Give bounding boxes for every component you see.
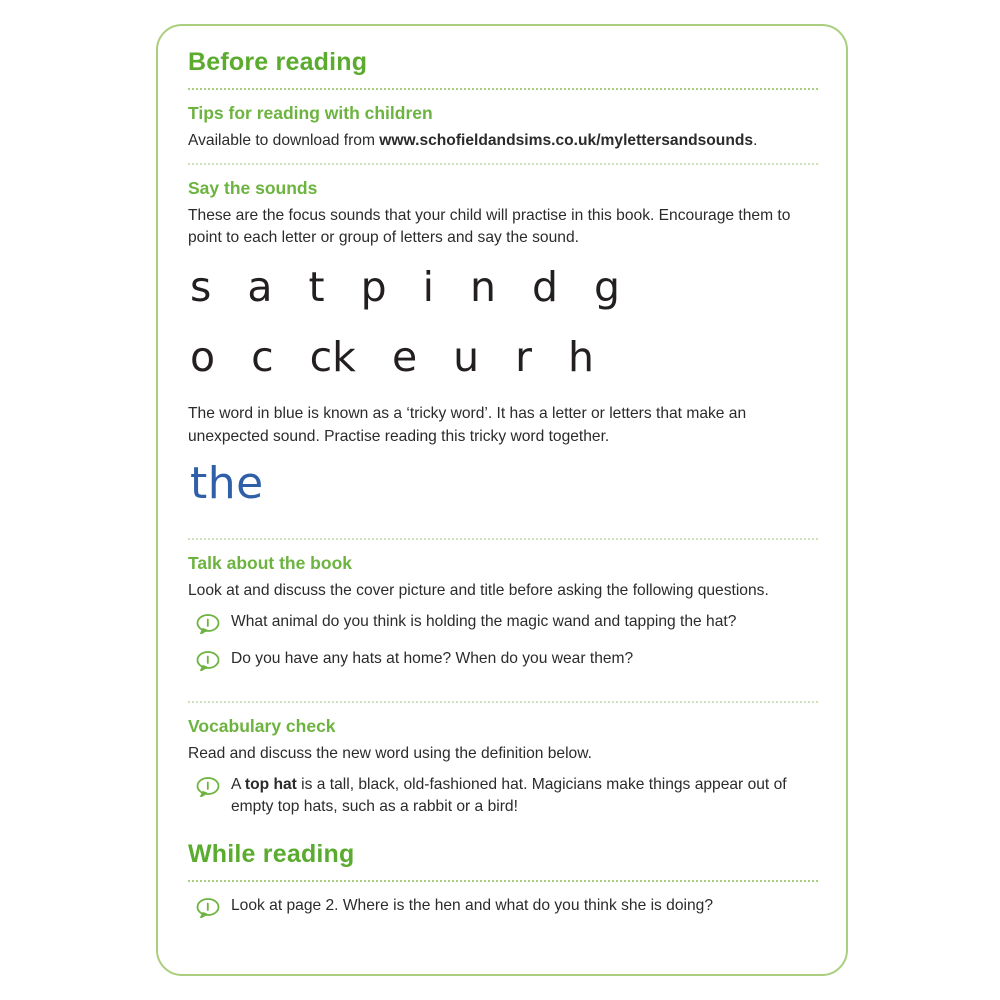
say-the-sounds-section	[188, 178, 818, 509]
tips-section	[188, 103, 818, 152]
sound-letter: o	[190, 333, 216, 382]
sound-letter: u	[453, 333, 480, 382]
speech-bubble-icon	[196, 651, 220, 676]
vocabulary-check-intro: Read and discuss the new word using the definition below.	[188, 744, 592, 762]
list-item	[196, 648, 818, 676]
divider	[188, 538, 818, 540]
sound-letter: p	[360, 263, 387, 312]
definition-body: is a tall, black, old-fashioned hat. Magicians make things appear out of empty top hats, such as a rabbit or a bird!	[231, 775, 787, 816]
list-item	[196, 611, 818, 639]
card-inner	[188, 48, 818, 923]
sound-letter: h	[568, 333, 595, 382]
sounds-row-2	[188, 333, 818, 381]
speech-bubble-icon	[196, 614, 220, 639]
sounds-row-1	[188, 263, 818, 311]
divider	[188, 163, 818, 165]
tips-text-after: .	[753, 132, 758, 149]
speech-bubble-icon	[196, 777, 220, 802]
sound-letter: ck	[309, 333, 356, 382]
content-card	[156, 24, 848, 976]
sound-letter: s	[190, 263, 212, 312]
question-text: Do you have any hats at home? When do you wear them?	[231, 649, 634, 667]
speech-bubble-icon	[196, 898, 220, 923]
question-text: What animal do you think is holding the magic wand and tapping the hat?	[231, 612, 737, 630]
talk-about-the-book-intro: Look at and discuss the cover picture and title before asking the following questions.	[188, 581, 769, 599]
talk-about-the-book-heading: Talk about the book	[188, 552, 352, 573]
definition-prefix: A	[231, 775, 245, 793]
tips-text-before: Available to download from	[188, 132, 380, 149]
divider	[188, 701, 818, 703]
tips-text	[188, 130, 818, 152]
sound-letter: t	[308, 263, 325, 312]
sound-letter: d	[532, 263, 559, 312]
tips-heading: Tips for reading with children	[188, 103, 433, 123]
sound-letter: g	[594, 263, 621, 312]
list-item	[196, 774, 818, 818]
sound-letter: a	[247, 263, 273, 312]
say-the-sounds-intro: These are the focus sounds that your child will practise in this book. Encourage them to point to each letter or group of letters and say the sound.	[188, 207, 791, 247]
definition-term: top hat	[244, 775, 297, 793]
definition-text	[231, 774, 818, 818]
sound-letter: i	[422, 263, 435, 312]
tricky-word: the	[190, 457, 264, 509]
sound-letter: e	[391, 333, 418, 382]
sound-letter: c	[251, 333, 274, 382]
sound-letter: r	[515, 333, 533, 382]
page-title-before-reading: Before reading	[188, 48, 368, 76]
say-the-sounds-heading: Say the sounds	[188, 178, 318, 199]
tricky-word-intro: The word in blue is known as a ‘tricky word’. It has a letter or letters that make an unexpected sound. Practise reading this tricky word together.	[188, 405, 747, 445]
list-item	[196, 895, 818, 923]
talk-about-the-book-section	[188, 553, 818, 676]
page-title-while-reading: While reading	[188, 840, 355, 869]
vocabulary-check-section	[188, 716, 818, 818]
sound-letter: n	[470, 263, 497, 312]
divider	[188, 88, 818, 90]
divider	[188, 880, 818, 882]
tips-link[interactable]: www.schofieldandsims.co.uk/mylettersandsounds	[379, 132, 754, 149]
question-text: Look at page 2. Where is the hen and what do you think she is doing?	[231, 897, 713, 915]
vocabulary-check-heading: Vocabulary check	[188, 715, 336, 736]
